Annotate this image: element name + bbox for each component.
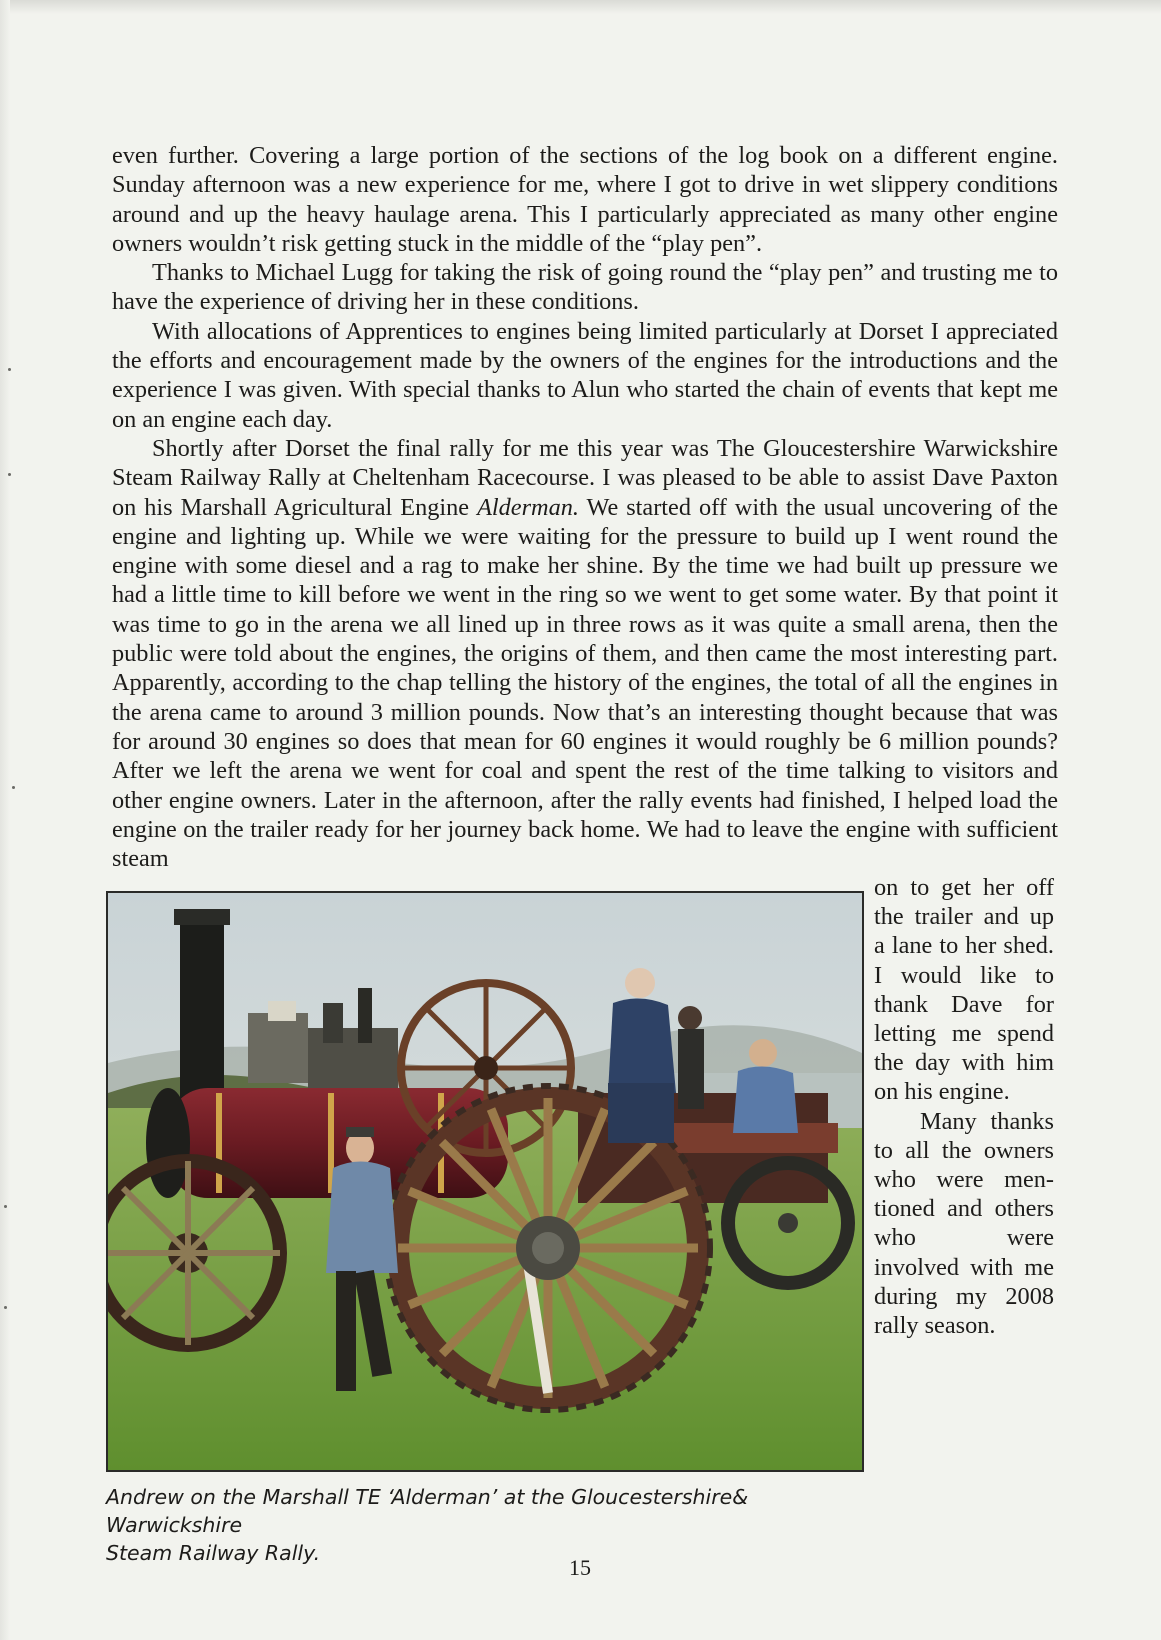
photo-caption [106,1483,886,1567]
scan-speck [8,473,11,476]
page-left-edge [0,0,10,1640]
caption-line-2: Steam Railway Rally. [106,1541,321,1565]
scan-speck [4,1205,7,1208]
engine-name: Alderman. [477,493,579,521]
paragraph-cheltenham-rally [112,434,1058,873]
scan-speck [4,1306,7,1309]
paragraph-continuation: even further. Covering a large portion of the sections of the log book on a different engine. Sunday afternoon was a new experience for me, where I got to drive in wet slippery conditions around and up the heavy haulage arena. This I particularly appreciated as many other engine owners wouldn’t risk getting stuck in the middle of the “play pen”. [112,142,1058,257]
traction-engine-illustration [108,893,862,1470]
scan-speck [12,786,15,789]
page-number: 15 [569,1555,591,1580]
article-body [112,141,1058,873]
paragraph-text-start: Shortly after Dorset the final rally for me this year was The Gloucestershire Warwickshire Steam Railway Rally at Cheltenham Racecourse. I was pleased to be able to assist Dave Paxton on his Marshall Agricultural Engine [112,434,1058,521]
chimney [174,909,230,1103]
paragraph-text-end: We started off with the usual uncovering of the engine and lighting up. While we were waiting for the pressure to build up I went round the engine with some diesel and a rag to make her shine. By the time we had built up pressure we had a little time to kill before we went in the ring so we went to get some water. By that point it was time to go in the arena we all lined up in three rows as it was quite a small arena, then the public were told about the engines, the origins of them, and then came the most interesting part. Apparently, according to the chap telling the history of the engines, the total of all the engines in the arena came to around 3 million pounds. Now that’s an interesting thought because that was for around 30 engines so does that mean for 60 engines it would roughly be 6 million pounds? After we left the arena we went for coal and spent the rest of the time talking to visitors and other engine owners. Later in the afternoon, after the rally events had finished, I helped load the engine on the trailer ready for her journey back home. We had to leave the engine with sufficient steam [112,493,1058,873]
scan-speck [8,368,11,371]
caption-line-1: Andrew on the Marshall TE ‘Alderman’ at the Gloucestershire& Warwickshire [106,1485,749,1537]
person-background [678,1006,704,1109]
engine-photo [106,891,864,1472]
page-top-edge [0,0,1161,14]
side-paragraph-thanks: Many thanks to all the owners who were mentioned and others who were involved with me during my 2008 rally season. [874,1107,1054,1340]
side-paragraph-1: on to get her off the trailer and up a lane to her shed. I would like to thank Dave for letting me spend the day with him on his engine. [874,874,1054,1106]
side-column-text [874,873,1054,1340]
paragraph-thanks-michael: Thanks to Michael Lugg for taking the risk of going round the “play pen” and trusting me to have the experience of driving her in these conditions. [112,259,1058,316]
paragraph-apprentices: With allocations of Apprentices to engines being limited particularly at Dorset I appreciated the efforts and encouragement made by the owners of the engines for the introductions and the experience I was given. With special thanks to Alun who started the chain of events that kept me on an engine each day. [112,317,1058,433]
